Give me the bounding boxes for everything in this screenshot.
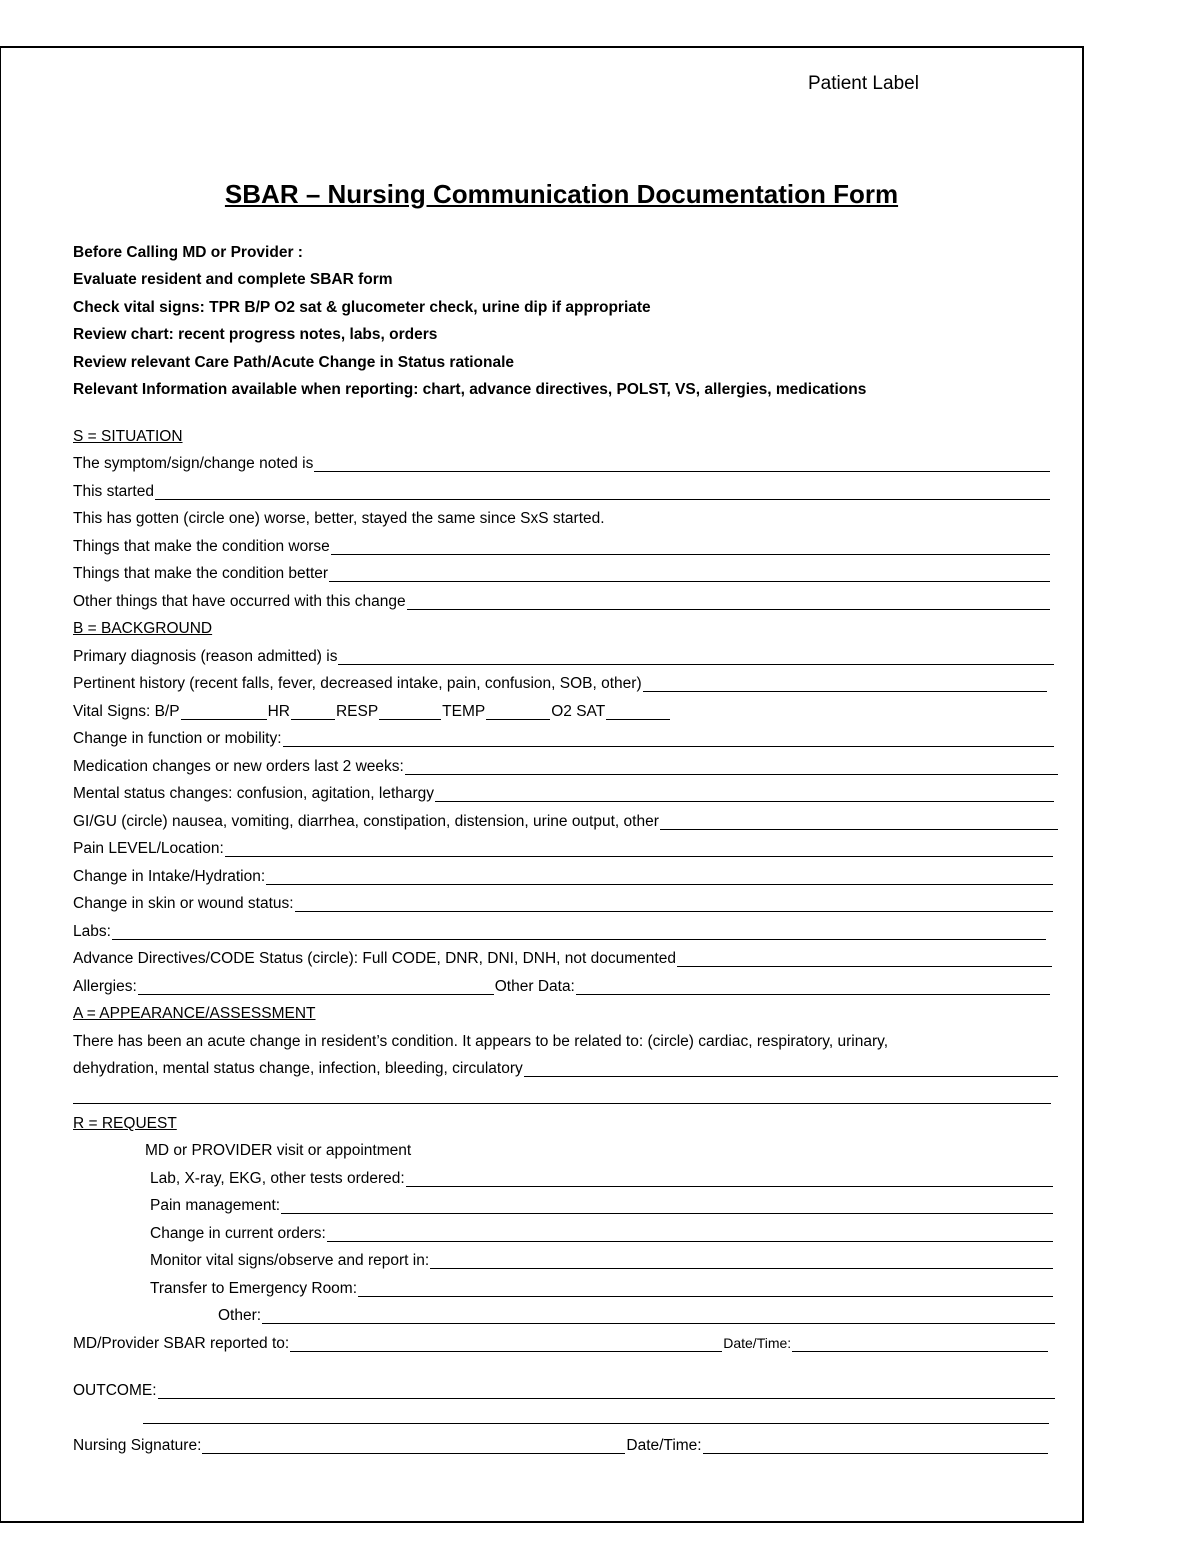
tests-label: Lab, X-ray, EKG, other tests ordered: — [150, 1170, 405, 1187]
o2-blank[interactable] — [606, 718, 670, 720]
labs-blank[interactable] — [112, 938, 1046, 940]
history-blank[interactable] — [643, 690, 1047, 692]
vitals-bp-label: Vital Signs: B/P — [73, 703, 180, 720]
reported-datetime-blank[interactable] — [792, 1350, 1048, 1352]
instruction-line: Before Calling MD or Provider : — [73, 244, 303, 261]
signature-blank[interactable] — [202, 1452, 625, 1454]
diagnosis-field[interactable] — [73, 643, 1055, 670]
patient-label: Patient Label — [808, 73, 919, 94]
signature-datetime-label: Date/Time: — [626, 1437, 702, 1454]
orders-label: Change in current orders: — [150, 1225, 326, 1242]
started-label: This started — [73, 483, 154, 500]
monitor-label: Monitor vital signs/observe and report in: — [150, 1252, 430, 1269]
other-occurred-label: Other things that have occurred with this change — [73, 593, 406, 610]
hr-blank[interactable] — [291, 718, 335, 720]
labs-field[interactable] — [73, 918, 1047, 945]
directives-label: Advance Directives/CODE Status (circle): Full CODE, DNR, DNI, DNH, not documented — [73, 950, 676, 967]
better-label: Things that make the condition better — [73, 565, 329, 582]
assessment-line2: dehydration, mental status change, infection, bleeding, circulatory — [73, 1060, 523, 1077]
medication-field[interactable] — [73, 753, 1059, 780]
outcome-blank[interactable] — [158, 1397, 1055, 1399]
transfer-field[interactable] — [150, 1275, 1054, 1302]
skin-blank[interactable] — [295, 910, 1053, 912]
worse-label: Things that make the condition worse — [73, 538, 330, 555]
gigu-label: GI/GU (circle) nausea, vomiting, diarrhea, constipation, distension, urine output, other — [73, 813, 659, 830]
labs-label: Labs: — [73, 923, 111, 940]
function-field[interactable] — [73, 725, 1055, 752]
diagnosis-label: Primary diagnosis (reason admitted) is — [73, 648, 338, 665]
better-field[interactable] — [73, 560, 1051, 587]
function-label: Change in function or mobility: — [73, 730, 282, 747]
pain-management-blank[interactable] — [281, 1212, 1053, 1214]
assessment-text[interactable]: There has been an acute change in resident’s condition. It appears to be related to: (circle) cardiac, respiratory, urinary, — [73, 1033, 889, 1050]
allergies-label: Allergies: — [73, 978, 137, 995]
started-blank[interactable] — [155, 498, 1050, 500]
vitals-resp-label: RESP — [335, 703, 379, 720]
gigu-blank[interactable] — [660, 828, 1058, 830]
tests-field[interactable] — [150, 1165, 1054, 1192]
other-occurred-field[interactable] — [73, 588, 1051, 615]
mental-status-blank[interactable] — [435, 800, 1054, 802]
resp-blank[interactable] — [379, 718, 441, 720]
signature-label: Nursing Signature: — [73, 1437, 202, 1454]
directives-blank[interactable] — [677, 965, 1052, 967]
other-data-label: Other Data: — [494, 978, 575, 995]
history-field[interactable] — [73, 670, 1048, 697]
reported-to-label: MD/Provider SBAR reported to: — [73, 1335, 290, 1352]
instruction-line: Check vital signs: TPR B/P O2 sat & glucometer check, urine dip if appropriate — [73, 298, 651, 316]
assessment-blank[interactable] — [524, 1075, 1058, 1077]
gigu-field[interactable] — [73, 808, 1059, 835]
mental-status-label: Mental status changes: confusion, agitation, lethargy — [73, 785, 435, 802]
provider-visit-option[interactable]: MD or PROVIDER visit or appointment — [145, 1142, 412, 1159]
request-other-blank[interactable] — [262, 1322, 1055, 1324]
intake-blank[interactable] — [266, 883, 1053, 885]
directives-field[interactable] — [73, 945, 1053, 972]
pain-blank[interactable] — [225, 855, 1053, 857]
outcome-extra-line[interactable] — [143, 1423, 1049, 1424]
vitals-temp-label: TEMP — [442, 703, 486, 720]
worse-field[interactable] — [73, 533, 1051, 560]
medication-blank[interactable] — [405, 773, 1058, 775]
vitals-o2-label: O2 SAT — [551, 703, 606, 720]
symptom-blank[interactable] — [314, 470, 1050, 472]
transfer-label: Transfer to Emergency Room: — [150, 1280, 358, 1297]
mental-status-field[interactable] — [73, 780, 1055, 807]
other-occurred-blank[interactable] — [407, 608, 1050, 610]
pain-field[interactable] — [73, 835, 1054, 862]
symptom-label: The symptom/sign/change noted is — [73, 455, 314, 472]
instruction-line: Review relevant Care Path/Acute Change in Status rationale — [73, 353, 515, 371]
before-calling-instructions — [73, 239, 866, 403]
pain-management-label: Pain management: — [150, 1197, 281, 1214]
other-data-blank[interactable] — [576, 993, 1050, 995]
orders-blank[interactable] — [327, 1240, 1053, 1242]
situation-header: S = SITUATION — [73, 428, 183, 445]
reported-to-blank[interactable] — [290, 1350, 722, 1352]
history-label: Pertinent history (recent falls, fever, decreased intake, pain, confusion, SOB, other) — [73, 675, 642, 692]
better-blank[interactable] — [329, 580, 1050, 582]
form-title: SBAR – Nursing Communication Documentation Form — [224, 179, 899, 209]
instruction-line: Review chart: recent progress notes, labs, orders — [73, 326, 438, 344]
function-blank[interactable] — [283, 745, 1054, 747]
signature-datetime-blank[interactable] — [703, 1452, 1048, 1454]
request-other-field[interactable] — [218, 1302, 1056, 1329]
started-field[interactable] — [73, 478, 1051, 505]
reported-to-field[interactable] — [73, 1330, 1049, 1357]
assessment-extra-line[interactable] — [73, 1103, 1051, 1104]
skin-field[interactable] — [73, 890, 1054, 917]
instruction-line: Evaluate resident and complete SBAR form — [73, 271, 393, 289]
outcome-field[interactable] — [73, 1377, 1056, 1404]
gotten-circle-option[interactable]: This has gotten (circle one) worse, better, stayed the same since SxS started. — [73, 510, 605, 527]
assessment-header: A = APPEARANCE/ASSESSMENT — [73, 1005, 316, 1022]
intake-field[interactable] — [73, 863, 1054, 890]
request-header: R = REQUEST — [73, 1115, 177, 1132]
outcome-label: OUTCOME: — [73, 1382, 157, 1399]
intake-label: Change in Intake/Hydration: — [73, 868, 266, 885]
request-other-label: Other: — [218, 1307, 262, 1324]
instruction-line: Relevant Information available when reporting: chart, advance directives, POLST, VS, allergies, medications — [73, 380, 867, 398]
orders-field[interactable] — [150, 1220, 1054, 1247]
bp-blank[interactable] — [181, 718, 267, 720]
monitor-field[interactable] — [150, 1247, 1054, 1274]
allergies-field[interactable] — [73, 973, 1051, 1000]
vitals-hr-label: HR — [267, 703, 290, 720]
pain-label: Pain LEVEL/Location: — [73, 840, 224, 857]
background-header: B = BACKGROUND — [73, 620, 213, 637]
worse-blank[interactable] — [331, 553, 1050, 555]
pain-management-field[interactable] — [150, 1192, 1054, 1219]
temp-blank[interactable] — [486, 718, 550, 720]
reported-datetime-label: Date/Time: — [723, 1335, 792, 1351]
allergies-blank[interactable] — [138, 993, 494, 995]
tests-blank[interactable] — [406, 1185, 1053, 1187]
transfer-blank[interactable] — [358, 1295, 1053, 1297]
symptom-field[interactable] — [73, 450, 1051, 477]
diagnosis-blank[interactable] — [338, 663, 1054, 665]
skin-label: Change in skin or wound status: — [73, 895, 294, 912]
monitor-blank[interactable] — [430, 1267, 1053, 1269]
medication-label: Medication changes or new orders last 2 weeks: — [73, 758, 404, 775]
signature-field[interactable] — [73, 1432, 1049, 1459]
vital-signs-field[interactable] — [73, 698, 713, 725]
assessment-field[interactable] — [73, 1055, 1059, 1082]
